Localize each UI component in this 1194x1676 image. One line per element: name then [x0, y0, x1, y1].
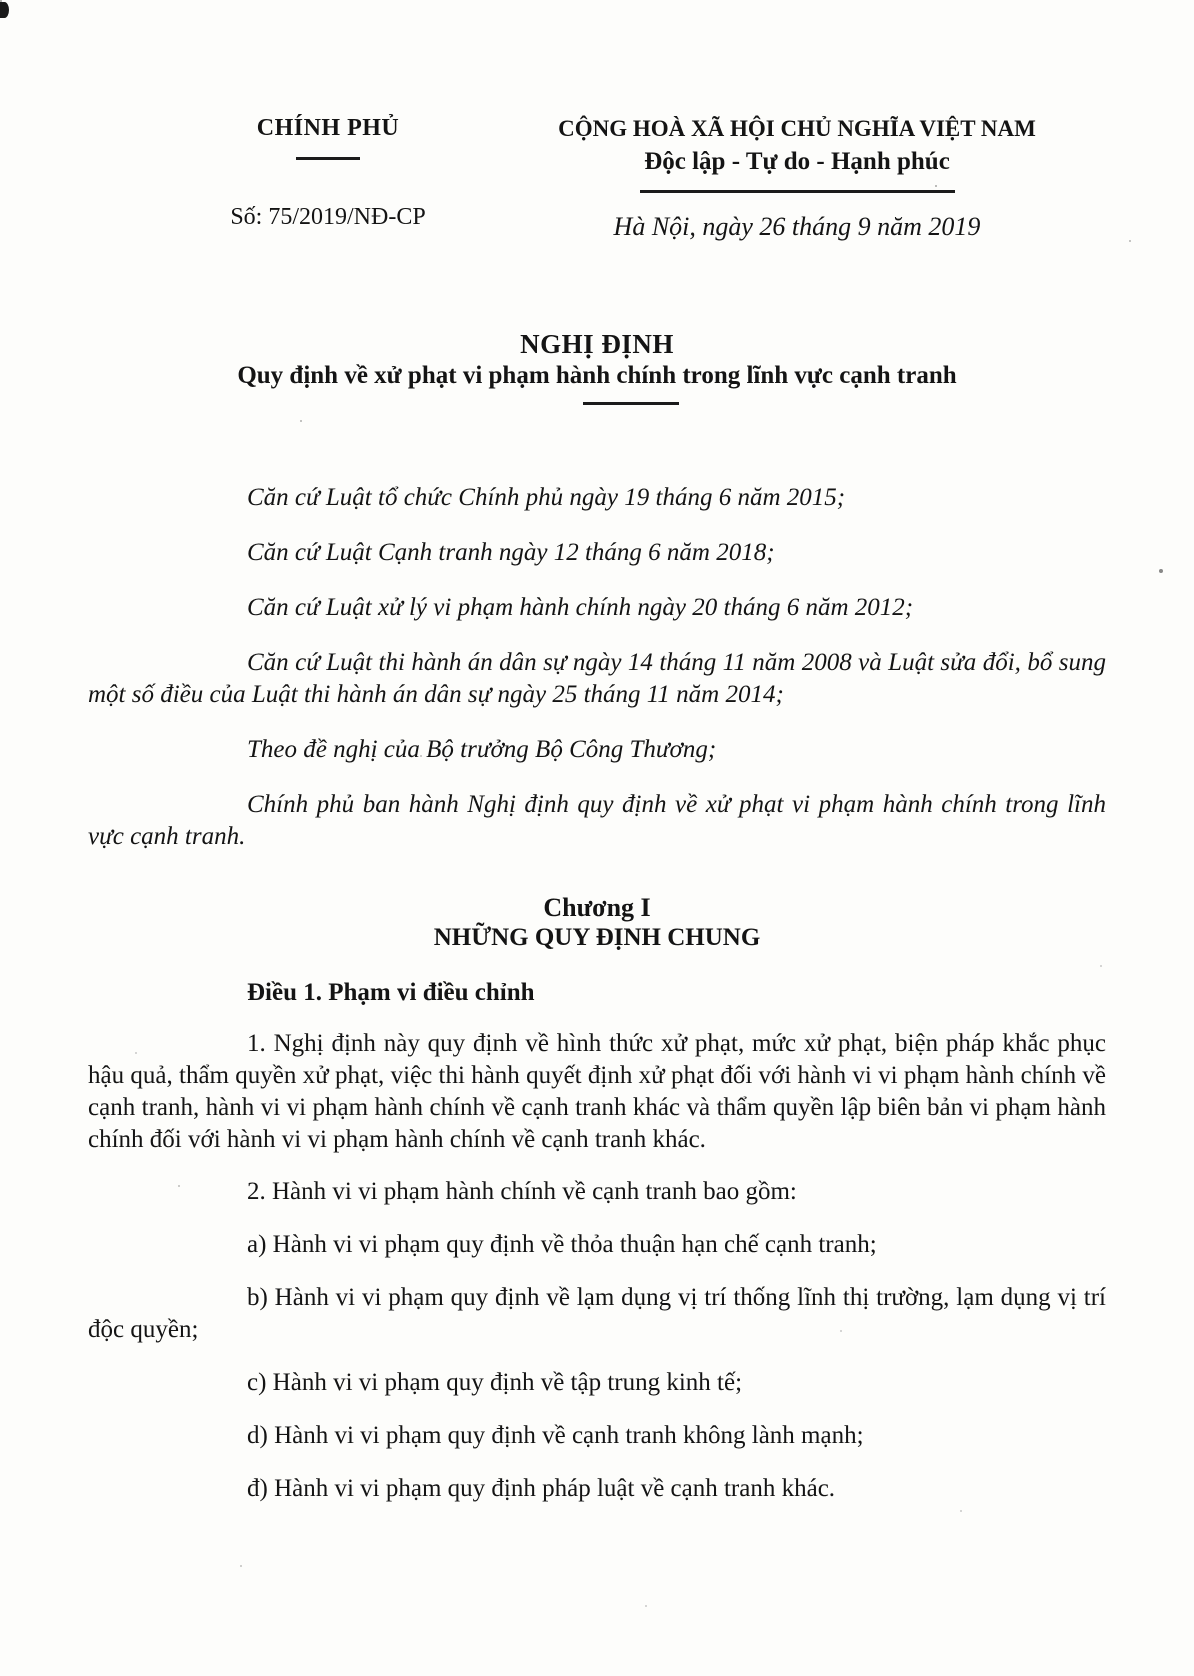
scan-noise-layer [0, 0, 2, 2]
article-heading: Điều 1. Phạm vi điều chỉnh [247, 979, 535, 1006]
article-clause: 1. Nghị định này quy định về hình thức xử phạt, mức xử phạt, biện pháp khắc phục hậu quả, thẩm quyền xử phạt, việc thi hành quyết định xử phạt đối với hành vi vi phạm hành chính về cạnh tranh, hành vi vi phạm hành chính về cạnh tranh khác và thẩm quyền lập biên bản vi phạm hành chính đối với hành vi vi phạm hành chính về cạnh tranh khác. [88, 1030, 1106, 1153]
article-clause: a) Hành vi vi phạm quy định về thỏa thuận hạn chế cạnh tranh; [247, 1231, 877, 1258]
national-motto: Độc lập - Tự do - Hạnh phúc [644, 148, 950, 175]
document-number: Số: 75/2019/NĐ-CP [230, 204, 426, 230]
article-clause: d) Hành vi vi phạm quy định về cạnh tranh không lành mạnh; [247, 1422, 864, 1449]
scan-corner-mark [0, 2, 9, 18]
issuing-authority-block [198, 115, 458, 232]
document-subject: Quy định về xử phạt vi phạm hành chính trong lĩnh vực cạnh tranh [237, 362, 957, 389]
chapter-title: NHỮNG QUY ĐỊNH CHUNG [433, 924, 761, 951]
preamble-paragraph: Căn cứ Luật xử lý vi phạm hành chính ngày 20 tháng 6 năm 2012; [247, 594, 914, 621]
chapter-label: Chương I [543, 893, 651, 922]
chapter-heading-block [88, 893, 1106, 953]
preamble-paragraph: Căn cứ Luật Cạnh tranh ngày 12 tháng 6 năm 2018; [247, 539, 775, 566]
preamble-paragraph: Căn cứ Luật tổ chức Chính phủ ngày 19 tháng 6 năm 2015; [247, 484, 846, 511]
title-divider [583, 402, 679, 405]
article-clause: đ) Hành vi vi phạm quy định pháp luật về cạnh tranh khác. [247, 1475, 836, 1502]
document-header [88, 115, 1106, 243]
motto-divider [640, 190, 955, 193]
article-clause: 2. Hành vi vi phạm hành chính về cạnh tranh bao gồm: [247, 1178, 797, 1205]
preamble-paragraph: Theo đề nghị của Bộ trưởng Bộ Công Thương; [247, 736, 717, 763]
place-date: Hà Nội, ngày 26 tháng 9 năm 2019 [613, 212, 981, 241]
national-title: CỘNG HOÀ XÃ HỘI CHỦ NGHĨA VIỆT NAM [558, 116, 1036, 141]
preamble-paragraph: Căn cứ Luật thi hành án dân sự ngày 14 tháng 11 năm 2008 và Luật sửa đổi, bổ sung một số điều của Luật thi hành án dân sự ngày 25 tháng 11 năm 2014; [88, 649, 1106, 708]
issuing-authority: CHÍNH PHỦ [256, 115, 400, 141]
article-clause: b) Hành vi vi phạm quy định về lạm dụng vị trí thống lĩnh thị trường, lạm dụng vị trí độc quyền; [88, 1284, 1106, 1343]
document-type: NGHỊ ĐỊNH [520, 329, 674, 359]
national-header-block [488, 115, 1106, 243]
document-content [88, 0, 1106, 1505]
article-clause: c) Hành vi vi phạm quy định về tập trung kinh tế; [247, 1369, 743, 1396]
document-title-block [88, 328, 1106, 405]
issuer-divider [296, 157, 360, 160]
preamble-paragraph: Chính phủ ban hành Nghị định quy định về xử phạt vi phạm hành chính trong lĩnh vực cạnh tranh. [88, 791, 1106, 850]
